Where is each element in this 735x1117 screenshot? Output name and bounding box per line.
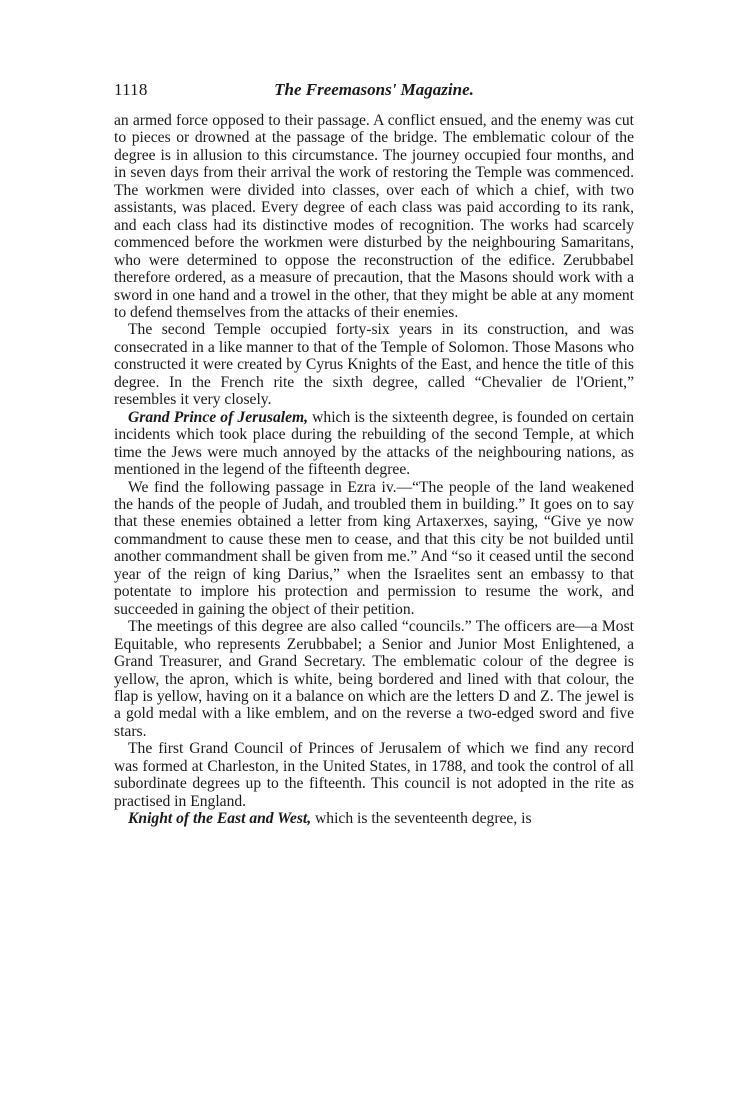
paragraph: [114, 618, 634, 740]
degree-name: Grand Prince of Jerusalem,: [128, 408, 309, 426]
paragraph: [114, 321, 634, 408]
paragraph-text: The first Grand Council of Princes of Jerusalem of which we find any record was formed at Charleston, in the United States, in 1788, and took the control of all subordinate degrees up to the fifteenth. This council is not adopted in the rite as practised in England.: [114, 740, 634, 810]
running-title: The Freemasons' Magazine.: [274, 80, 474, 99]
paragraph-degree-heading: [114, 409, 634, 479]
paragraph-text: The meetings of this degree are also called “councils.” The officers are—a Most Equitable, who represents Zerubbabel; a Senior and Junior Most Enlightened, a Grand Treasurer, and Grand Secretary. The emblematic colour of the degree is yellow, the apron, which is white, being bordered and lined with that colour, the flap is yellow, having on it a balance on which are the letters D and Z. The jewel is a gold medal with a like emblem, and on the reverse a two-edged sword and five stars.: [114, 618, 634, 740]
page-number: 1118: [114, 80, 148, 99]
paragraph-text: which is the seventeenth degree, is: [311, 810, 532, 828]
paragraph: [114, 740, 634, 810]
paragraph-text: which is the sixteenth degree, is founded on certain incidents which took place during the rebuilding of the second Temple, at which time the Jews were much annoyed by the attacks of the neighbouring nations, as mentioned in the legend of the fifteenth degree.: [114, 408, 635, 479]
paragraph-text: an armed force opposed to their passage. A conflict ensued, and the enemy was cut to pieces or drowned at the passage of the bridge. The emblematic colour of the degree is in allusion to this circumstance. The journey occupied four months, and in seven days from their arrival the work of restoring the Temple was commenced. The workmen were divided into classes, over each of which a chief, with two assistants, was placed. Every degree of each class was paid according to its rank, and each class had its distinctive modes of recognition. The works had scarcely commenced before the workmen were disturbed by the neighbouring Samaritans, who were determined to oppose the reconstruction of the edifice. Zerubbabel therefore ordered, as a measure of precaution, that the Masons should work with a sword in one hand and a trowel in the other, that they might be able at any moment to defend themselves from the attacks of their enemies.: [114, 112, 634, 321]
paragraph-text: We find the following passage in Ezra iv.—“The people of the land weakened the hands of the people of Judah, and troubled them in building.” It goes on to say that these enemies obtained a letter from king Artaxerxes, saying, “Give ye now commandment to cause these men to cease, and that this city be not builded until another commandment shall be given from me.” And “so it ceased until the second year of the reign of king Darius,” when the Israelites sent an embassy to that potentate to implore his protection and permission to resume the work, and succeeded in gaining the object of their petition.: [114, 478, 634, 618]
paragraph-text: The second Temple occupied forty-six years in its construction, and was consecrated in a like manner to that of the Temple of Solomon. Those Masons who constructed it were created by Cyrus Knights of the East, and hence the title of this degree. In the French rite the sixth degree, called “Chevalier de l'Orient,” resembles it very closely.: [114, 321, 634, 409]
paragraph-degree-heading: [114, 810, 634, 827]
paragraph: [114, 479, 634, 619]
degree-name: Knight of the East and West,: [128, 810, 312, 828]
paragraph: [114, 112, 634, 321]
article-body: [114, 112, 634, 828]
page-header: [114, 80, 634, 104]
